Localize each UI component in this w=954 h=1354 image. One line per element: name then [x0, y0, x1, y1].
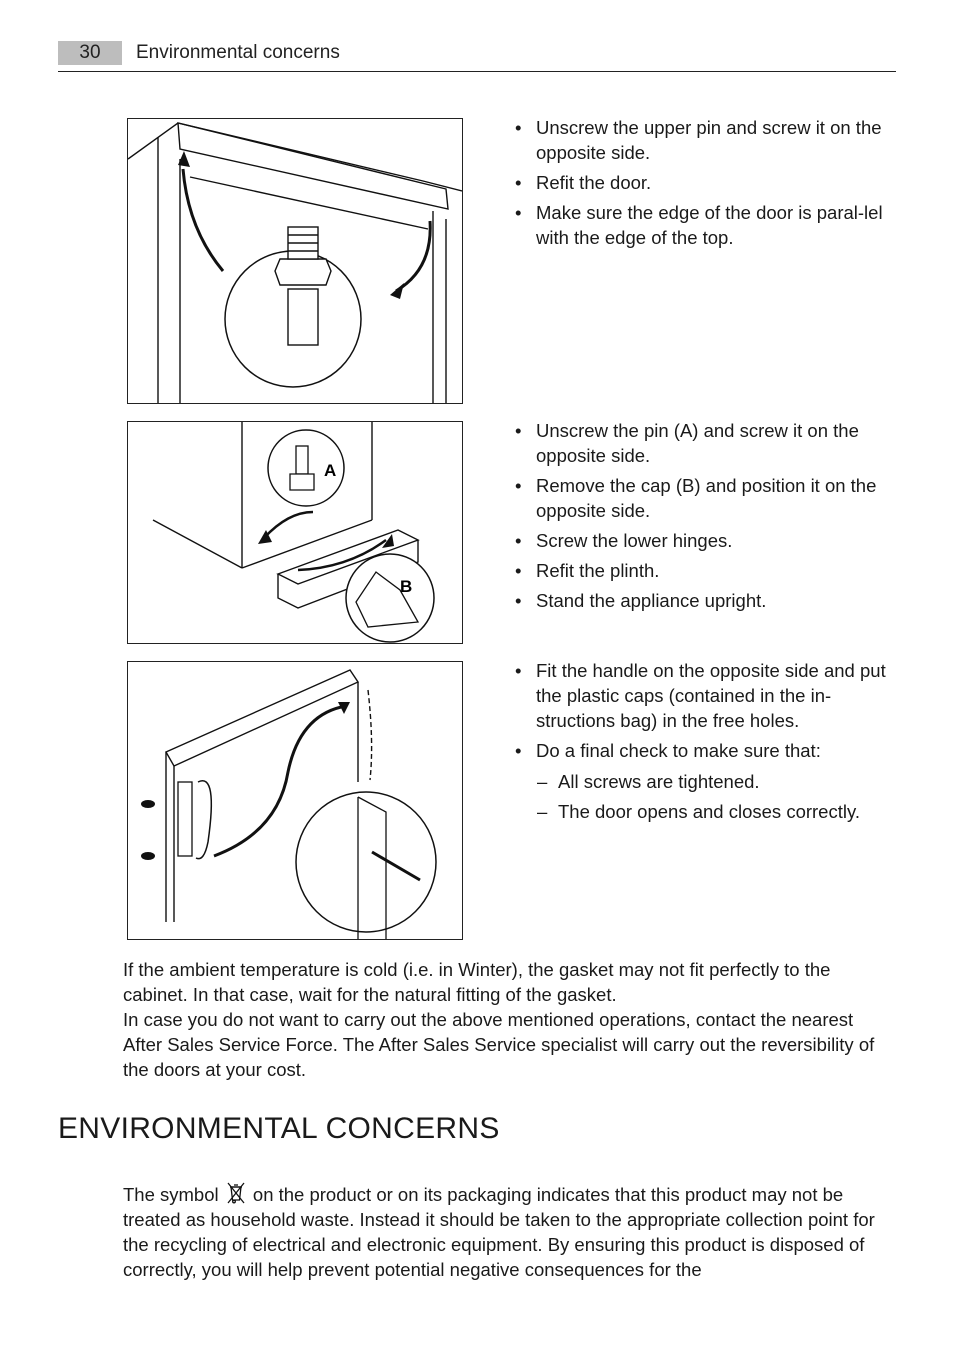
- environment-paragraph: [123, 1182, 893, 1282]
- step-item-text: Do a final check to make sure that:: [536, 740, 821, 761]
- crossed-out-wheelie-bin-icon: [227, 1182, 245, 1204]
- step-item: • Screw the lower hinges.: [514, 528, 886, 553]
- page-number: 30: [58, 41, 122, 65]
- lower-pin-cap-illustration: [128, 422, 462, 643]
- figure-lower-pin-cap: [127, 421, 463, 644]
- step-item: • Unscrew the upper pin and screw it on the opposite side.: [514, 115, 886, 165]
- step-item: • Fit the handle on the opposite side and put the plastic caps (contained in the in-structions bag) in the free holes.: [514, 658, 892, 733]
- steps-handle: [514, 658, 892, 829]
- gasket-paragraph: If the ambient temperature is cold (i.e. in Winter), the gasket may not fit perfectly to the cabinet. In that case, wait for the natural fitting of the gasket.: [123, 959, 831, 1005]
- step-item: • Make sure the edge of the door is paral-lel with the edge of the top.: [514, 200, 886, 250]
- header-section-title: Environmental concerns: [136, 42, 340, 63]
- step-item: • Refit the door.: [514, 170, 886, 195]
- step-item: • Stand the appliance upright.: [514, 588, 886, 613]
- step-item: [514, 738, 892, 824]
- figure-handle: [127, 661, 463, 940]
- step-item: • Unscrew the pin (A) and screw it on the opposite side.: [514, 418, 886, 468]
- figure-upper-pin: [127, 118, 463, 404]
- handle-illustration: [128, 662, 462, 939]
- callout-a: A: [324, 461, 337, 480]
- final-check-list: [536, 769, 892, 824]
- check-item: – All screws are tightened.: [536, 769, 892, 794]
- env-text-after: on the product or on its packaging indicates that this product may not be treated as household waste. Instead it should be taken to the appropriate collection point for the recycling of electrical and electronic equipment. By ensuring this product is disposed of correctly, you will help prevent potential negative consequences for the: [123, 1184, 875, 1280]
- page-header: [58, 40, 896, 72]
- step-item: • Remove the cap (B) and position it on the opposite side.: [514, 473, 886, 523]
- section-title: ENVIRONMENTAL CONCERNS: [58, 1112, 500, 1145]
- callout-b: B: [400, 577, 413, 596]
- check-item: – The door opens and closes correctly.: [536, 799, 892, 824]
- service-paragraph: In case you do not want to carry out the above mentioned operations, contact the nearest After Sales Service Force. The After Sales Service specialist will carry out the reversibility of the doors at your cost.: [123, 1009, 875, 1080]
- steps-lower-pin: [514, 418, 886, 618]
- env-text-before: The symbol: [123, 1184, 219, 1205]
- step-item: • Refit the plinth.: [514, 558, 886, 583]
- upper-pin-illustration: [128, 119, 462, 403]
- steps-upper-pin: [514, 115, 886, 255]
